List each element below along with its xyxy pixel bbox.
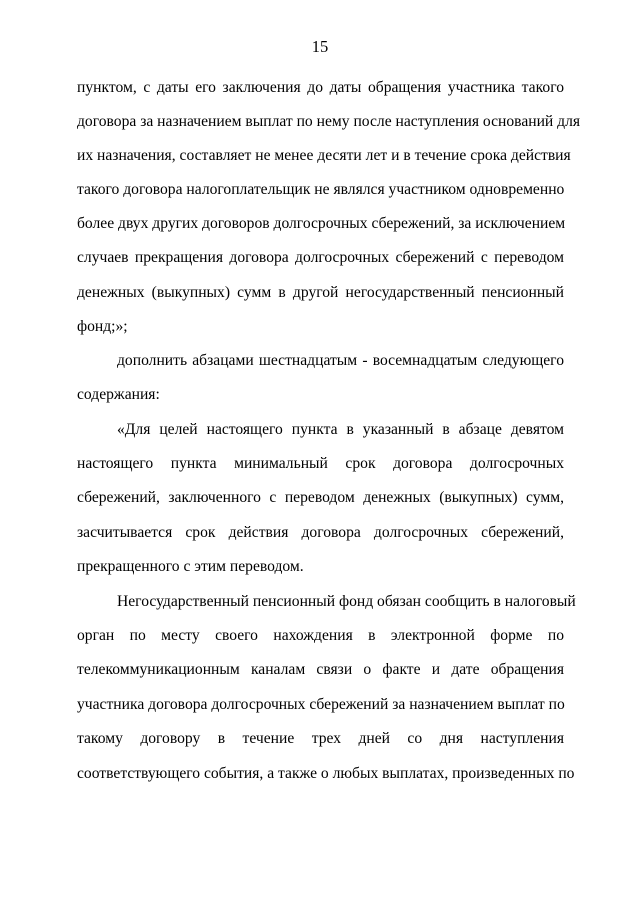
page-number: 15 <box>311 37 329 56</box>
text-line: такому договору в течение трех дней со дня наступления <box>77 730 564 747</box>
text-line: орган по месту своего нахождения в электронной форме по <box>77 627 564 644</box>
text-line: случаев прекращения договора долгосрочных сбережений с переводом <box>77 249 564 266</box>
text-line: содержания: <box>77 386 160 403</box>
text-line: такого договора налогоплательщик не являлся участником одновременно <box>77 181 565 198</box>
text-line: прекращенного с этим переводом. <box>77 558 304 575</box>
text-line: участника договора долгосрочных сбережений за назначением выплат по <box>77 696 565 713</box>
text-line: более двух других договоров долгосрочных сбережений, за исключением <box>77 215 566 232</box>
text-line: Негосударственный пенсионный фонд обязан сообщить в налоговый <box>117 593 576 610</box>
text-line: фонд;»; <box>77 318 128 335</box>
text-line: соответствующего события, а также о любых выплатах, произведенных по <box>77 765 575 782</box>
text-line: денежных (выкупных) сумм в другой негосударственный пенсионный <box>77 284 564 301</box>
text-line: телекоммуникационным каналам связи о факте и дате обращения <box>77 661 564 678</box>
text-line: настоящего пункта минимальный срок договора долгосрочных <box>77 455 564 472</box>
text-line: засчитывается срок действия договора долгосрочных сбережений, <box>77 524 564 541</box>
text-line: договора за назначением выплат по нему после наступления оснований для <box>77 113 581 130</box>
text-line: их назначения, составляет не менее десяти лет и в течение срока действия <box>77 147 571 164</box>
text-line: сбережений, заключенного с переводом денежных (выкупных) сумм, <box>77 489 564 506</box>
text-line: пунктом, с даты его заключения до даты обращения участника такого <box>77 79 564 96</box>
text-line: дополнить абзацами шестнадцатым - восемнадцатым следующего <box>117 352 564 369</box>
text-line: «Для целей настоящего пункта в указанный в абзаце девятом <box>117 421 564 438</box>
